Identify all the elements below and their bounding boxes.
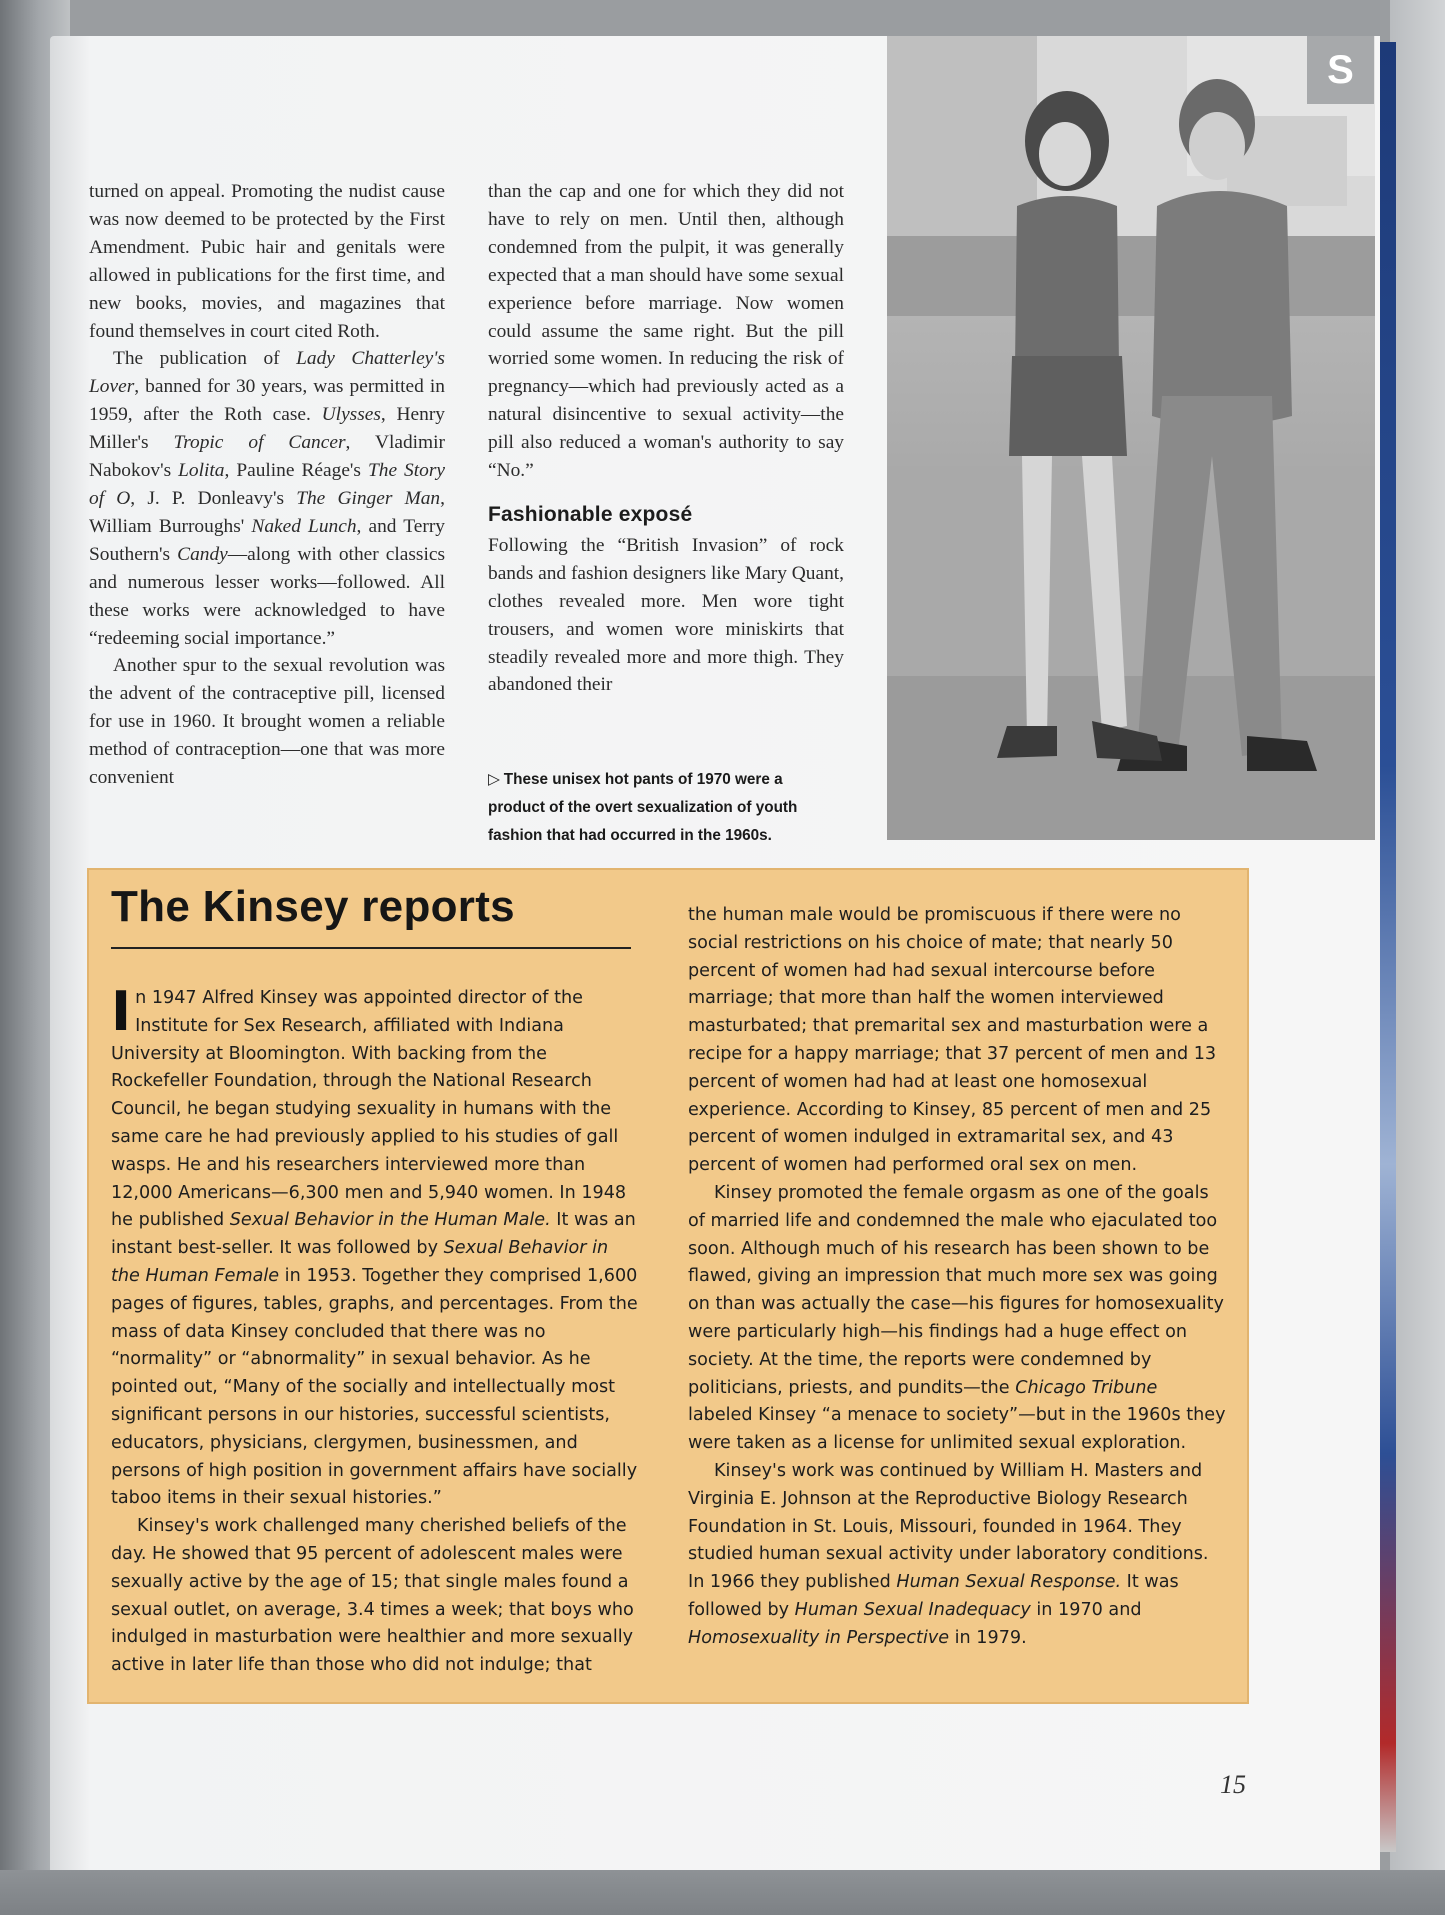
text-run: in 1979. [949,1627,1027,1648]
text-run: The publication of [113,348,297,370]
body-column-2 [488,178,844,699]
sidebar-paragraph-4 [688,1180,1226,1458]
body-column-1 [89,178,445,792]
book-title: Lady Chatterley's Lover [89,348,445,398]
sidebar-column-1 [111,980,641,1680]
background-right [1390,0,1445,1915]
column2-paragraph-2: Following the “British Invasion” of rock bands and fashion designers like Mary Quant, clothes revealed more. Men wore tight trousers, and women wore miniskirts that steadily revealed more and more thigh. They abandoned their [488,534,844,696]
book-title: Naked Lunch [251,515,357,537]
text-run: Kinsey promoted the female orgasm as one of the goals of married life and condemned the male who ejaculated too soon. Although much of his research has been shown to be flawed, giving an impression that much more sex was going on than was actually the case—his figures for homosexuality were particularly high—his findings had a huge effect on society. At the time, the reports were condemned by politicians, priests, and pundits—the [688,1182,1224,1398]
text-run: labeled Kinsey “a menace to society”—but in the 1960s they were taken as a license for unlimited sexual exploration. [688,1405,1226,1454]
background-bottom [0,1870,1445,1915]
book-title: Tropic of Cancer [173,432,346,454]
publication-title: Chicago Tribune [1015,1377,1158,1398]
column1-paragraph-3: Another spur to the sexual revolution was the advent of the contraceptive pill, licensed for use in 1960. It brought women a reliable method of contraception—one that was more convenient [89,655,445,789]
text-run: , and Terry Southern's [89,515,445,565]
fashion-photo [887,36,1375,840]
sidebar-paragraph-2: Kinsey's work challenged many cherished beliefs of the day. He showed that 95 percent of adolescent males were sexually active by the age of 15; that single males found a sexual outlet, on average, 3.4 times a week; that boys who indulged in masturbation were healthier and more sexually active in later life than those who did not indulge; that [111,1516,634,1676]
text-run: , Henry Miller's [89,404,446,454]
column2-paragraph-1: than the cap and one for which they did not have to rely on men. Until then, although condemned from the pulpit, it was generally expected that a man should have some sexual experience before marriage. Now women could assume the same right. But the pill worried some women. In reducing the risk of pregnancy—which had previously acted as a natural disincentive to sexual activity—the pill also reduced a woman's authority to say “No.” [488,181,844,482]
caption-text: These unisex hot pants of 1970 were a product of the overt sexualization of youth fashion that had occurred in the 1960s. [488,771,798,844]
text-run: , J. P. Donleavy's [130,487,297,509]
text-run: —along with other classics and numerous lesser works—followed. All these works were acknowledged to have “redeeming social importance.” [89,543,446,649]
sidebar-paragraph-5 [688,1458,1226,1653]
sidebar-title-rule [111,947,631,949]
text-run: n 1947 Alfred Kinsey was appointed director of the Institute for Sex Research, affiliated with Indiana University at Bloomington. With backing from the Rockefeller Foundation, through the National Research Council, he began studying sexuality in humans with the same care he had previously applied to his studies of gall wasps. He and his researchers interviewed more than 12,000 Americans—6,300 men and 5,940 women. In 1948 he published [111,988,627,1231]
column1-paragraph-1: turned on appeal. Promoting the nudist cause was now deemed to be protected by the First Amendment. Pubic hair and genitals were allowed in publications for the first time, and new books, movies, and magazines that found themselves in court cited Roth. [89,181,445,342]
photo-illustration [887,36,1375,840]
book-title: Sexual Behavior in the Human Male. [229,1210,551,1231]
book-title: Homosexuality in Perspective [688,1627,950,1648]
book-title: Human Sexual Inadequacy [794,1599,1031,1620]
sidebar-paragraph-3: the human male would be promiscuous if there were no social restrictions on his choice of mate; that nearly 50 percent of women had had sexual intercourse before marriage; that more than half the women interviewed masturbated; that premarital sex and masturbation were a recipe for a happy marriage; that 37 percent of men and 13 percent of women had had at least one homosexual experience. According to Kinsey, 85 percent of men and 25 percent of women indulged in extramarital sex, and 43 percent of women had performed oral sex on men. [688,905,1217,1176]
text-run: , Pauline Réage's [224,460,368,482]
section-subheading: Fashionable exposé [488,502,693,526]
text-run: , William Burroughs' [89,487,445,537]
text-run: in 1953. Together they comprised 1,600 pages of figures, tables, graphs, and percentages. From the mass of data Kinsey concluded that there was no “normality” or “abnormality” in sexual behavior. As he pointed out, “Many of the socially and intellectually most significant persons in our histories, successful scientists, educators, physicians, clergymen, businessmen, and persons of high position in government affairs have socially taboo items in their sexual histories.” [111,1265,638,1509]
book-title: Human Sexual Response. [896,1572,1122,1593]
text-run: It was followed by [688,1572,1179,1620]
book-title: Ulysses [321,404,381,426]
photo-caption [488,766,828,850]
caption-marker-icon: ▷ [488,771,500,788]
section-tab: S [1307,36,1374,104]
sidebar-paragraph-1 [111,980,641,1513]
text-run: in 1970 and [1030,1599,1142,1620]
book-title: Candy [177,543,228,565]
sidebar-column-2 [688,902,1226,1653]
column1-paragraph-2 [89,345,445,652]
drop-cap: I [111,980,132,1043]
text-run: , banned for 30 years, was permitted in 1959, after the Roth case. [89,376,445,426]
book-title: The Ginger Man [296,487,441,509]
book-title: Lolita [178,460,225,482]
book-title: The Story of O [89,460,445,509]
book-title: Sexual Behavior in the Human Female [111,1238,609,1286]
sidebar-title: The Kinsey reports [111,882,515,931]
page-number: 15 [1220,1770,1246,1799]
text-run: , Vladimir Nabokov's [89,432,445,482]
text-run: It was an instant best-seller. It was followed by [111,1210,636,1259]
text-run: Kinsey's work was continued by William H. Masters and Virginia E. Johnson at the Reproductive Biology Research Foundation in St. Louis, Missouri, founded in 1964. They studied human sexual activity under laboratory conditions. In 1966 they published [688,1460,1209,1593]
